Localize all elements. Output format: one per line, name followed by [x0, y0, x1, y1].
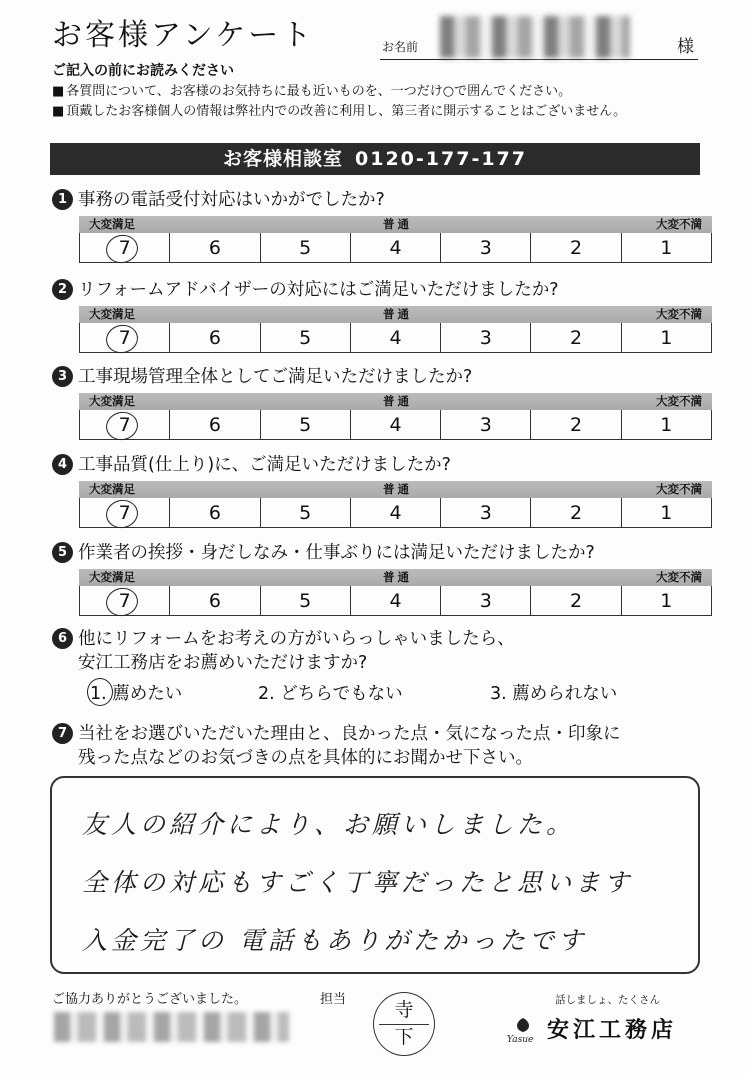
- recommend-option-neutral[interactable]: 2. どちらでもない: [258, 684, 403, 704]
- support-phone: 0120-177-177: [355, 148, 527, 170]
- rating-scale: [79, 216, 712, 263]
- question-number-badge: 1: [52, 189, 73, 210]
- scale-label-mid: 普通: [383, 394, 412, 408]
- name-label: お名前: [382, 40, 419, 54]
- question-text-line: 残った点などのお気づきの点を具体的にお聞かせ下さい。: [78, 748, 533, 768]
- rating-option-7[interactable]: 7: [79, 586, 170, 615]
- question-number-badge: 3: [52, 366, 73, 387]
- handwritten-line: 全体の対応もすごく丁寧だったと思います: [82, 868, 634, 897]
- rating-option-1[interactable]: 1: [622, 233, 712, 262]
- question-number-badge: 5: [52, 542, 73, 563]
- question-3: [52, 365, 712, 436]
- rating-option-1[interactable]: 1: [622, 323, 712, 352]
- rating-option-1[interactable]: 1: [622, 410, 712, 439]
- rating-option-5[interactable]: 5: [261, 586, 351, 615]
- rating-option-2[interactable]: 2: [531, 586, 621, 615]
- scale-label-low: 大変不満: [656, 570, 702, 584]
- handwritten-line: 入金完了の 電話もありがたかったです: [82, 926, 587, 955]
- rating-option-3[interactable]: 3: [441, 410, 531, 439]
- question-6: [52, 627, 712, 675]
- question-text-line: 当社をお選びいただいた理由と、良かった点・気になった点・印象に: [78, 724, 621, 744]
- form-title: お客様アンケート: [52, 18, 315, 53]
- rating-option-3[interactable]: 3: [441, 323, 531, 352]
- rating-option-2[interactable]: 2: [531, 410, 621, 439]
- thanks-text: ご協力ありがとうございました。: [52, 992, 248, 1007]
- redacted-address: [54, 1012, 289, 1042]
- question-text: [78, 722, 712, 770]
- recommend-option-no[interactable]: 3. 薦められない: [490, 684, 618, 704]
- question-text-line: 他にリフォームをお考えの方がいらっしゃいましたら、: [78, 629, 515, 649]
- rating-option-5[interactable]: 5: [261, 233, 351, 262]
- name-suffix: 様: [677, 37, 694, 57]
- rating-option-1[interactable]: 1: [622, 498, 712, 527]
- question-text: 工事現場管理全体としてご満足いただけましたか?: [78, 367, 473, 387]
- question-text: [78, 627, 712, 675]
- question-2: [52, 278, 712, 349]
- rating-option-3[interactable]: 3: [441, 498, 531, 527]
- rating-option-5[interactable]: 5: [261, 410, 351, 439]
- rating-option-7[interactable]: 7: [79, 498, 170, 527]
- rating-scale: [79, 569, 712, 616]
- question-4: [52, 453, 712, 524]
- scale-label-low: 大変不満: [656, 217, 702, 231]
- question-text: 事務の電話受付対応はいかがでしたか?: [78, 190, 385, 210]
- scale-label-mid: 普通: [383, 307, 412, 321]
- scale-label-high: 大変満足: [89, 394, 135, 408]
- recommend-option-yes[interactable]: 1. 薦めたい: [90, 680, 258, 705]
- scale-label-high: 大変満足: [89, 307, 135, 321]
- question-7: [52, 722, 712, 770]
- rating-scale: [79, 306, 712, 353]
- rating-option-2[interactable]: 2: [531, 498, 621, 527]
- question-number-badge: 2: [52, 279, 73, 300]
- rating-option-5[interactable]: 5: [261, 323, 351, 352]
- scale-label-high: 大変満足: [89, 217, 135, 231]
- stamp-bottom-char: 下: [394, 1026, 414, 1048]
- support-label: お客様相談室: [223, 148, 344, 170]
- scale-label-high: 大変満足: [89, 570, 135, 584]
- rating-option-6[interactable]: 6: [170, 233, 260, 262]
- question-text: 作業者の挨拶・身だしなみ・仕事ぶりには満足いただけましたか?: [78, 543, 595, 563]
- svg-text:Yasue: Yasue: [507, 1035, 534, 1044]
- question-number-badge: 4: [52, 454, 73, 475]
- company-name: 安江工務店: [547, 1018, 678, 1043]
- company-tagline: 話しましょ、たくさん: [555, 994, 660, 1006]
- rating-option-5[interactable]: 5: [261, 498, 351, 527]
- instructions: [52, 82, 626, 122]
- question-number-badge: 6: [52, 628, 73, 649]
- rating-option-4[interactable]: 4: [351, 498, 441, 527]
- redacted-name: [440, 16, 630, 58]
- scale-label-mid: 普通: [383, 570, 412, 584]
- name-field[interactable]: [380, 30, 698, 60]
- instruction-item: ■ 各質問について、お客様のお気持ちに最も近いものを、一つだけ○で囲んでください。: [52, 82, 626, 102]
- company-block: [505, 992, 705, 1044]
- rating-option-7[interactable]: 7: [79, 410, 170, 439]
- rating-option-6[interactable]: 6: [170, 323, 260, 352]
- question-text-line: 安江工務店をお薦めいただけますか?: [78, 653, 368, 673]
- rating-option-3[interactable]: 3: [441, 586, 531, 615]
- rating-option-6[interactable]: 6: [170, 410, 260, 439]
- scale-label-mid: 普通: [383, 217, 412, 231]
- question-text: 工事品質(仕上り)に、ご満足いただけましたか?: [78, 455, 451, 475]
- scale-label-low: 大変不満: [656, 394, 702, 408]
- scale-label-low: 大変不満: [656, 482, 702, 496]
- rating-option-4[interactable]: 4: [351, 233, 441, 262]
- customer-support-banner: [50, 143, 700, 175]
- scale-label-high: 大変満足: [89, 482, 135, 496]
- rating-scale: [79, 481, 712, 528]
- rating-option-2[interactable]: 2: [531, 233, 621, 262]
- rating-option-7[interactable]: 7: [79, 233, 170, 262]
- rating-option-1[interactable]: 1: [622, 586, 712, 615]
- recommend-options: [90, 680, 617, 705]
- stamp-top-char: 寺: [394, 999, 414, 1021]
- read-first-heading: ご記入の前にお読みください: [52, 63, 234, 79]
- scale-label-mid: 普通: [383, 482, 412, 496]
- free-comment-box[interactable]: [50, 776, 700, 974]
- rating-option-3[interactable]: 3: [441, 233, 531, 262]
- company-logo-icon: [505, 1016, 541, 1044]
- rating-option-4[interactable]: 4: [351, 323, 441, 352]
- rating-option-6[interactable]: 6: [170, 498, 260, 527]
- rating-scale: [79, 393, 712, 440]
- question-text: リフォームアドバイザーの対応にはご満足いただけましたか?: [78, 280, 559, 300]
- question-5: [52, 541, 712, 612]
- rating-option-7[interactable]: 7: [79, 323, 170, 352]
- question-1: [52, 188, 712, 259]
- staff-label: 担当: [320, 992, 347, 1007]
- rating-option-4[interactable]: 4: [351, 410, 441, 439]
- staff-seal-stamp: [373, 992, 435, 1056]
- rating-option-2[interactable]: 2: [531, 323, 621, 352]
- rating-option-4[interactable]: 4: [351, 586, 441, 615]
- question-number-badge: 7: [52, 723, 73, 744]
- rating-option-6[interactable]: 6: [170, 586, 260, 615]
- instruction-item: ■ 頂戴したお客様個人の情報は弊社内での改善に利用し、第三者に開示することはございません。: [52, 102, 626, 122]
- handwritten-line: 友人の紹介により、お願いしました。: [82, 810, 576, 839]
- scale-label-low: 大変不満: [656, 307, 702, 321]
